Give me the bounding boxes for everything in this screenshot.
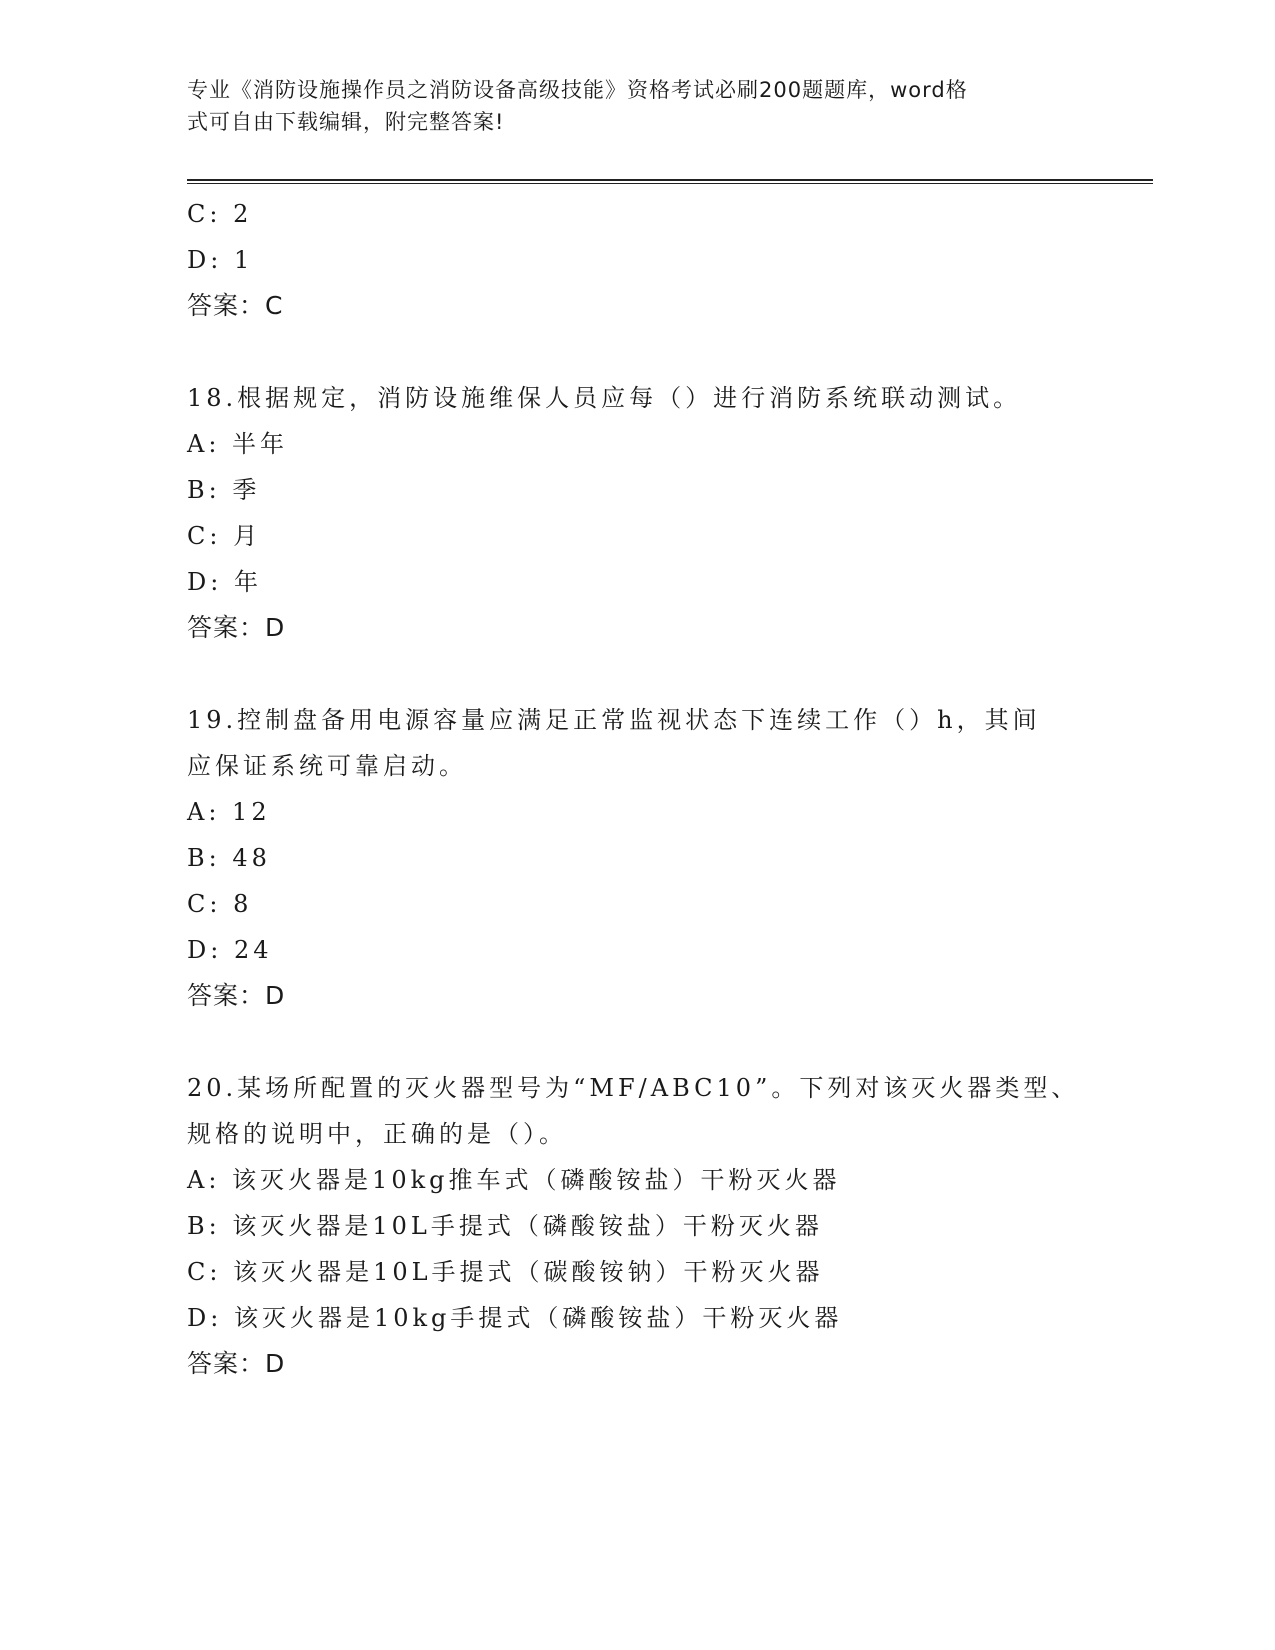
option-c: C: 2 (187, 200, 253, 228)
question-19 (187, 697, 1087, 1019)
option-c: C: 该灭火器是10L手提式（碳酸铵钠）干粉灭火器 (187, 1258, 824, 1286)
option-a: A: 半年 (187, 430, 289, 458)
option-d: D: 1 (187, 246, 254, 274)
answer-line: 答案：C (187, 291, 284, 320)
stem-line: 规格的说明中，正确的是（）。 (187, 1120, 567, 1148)
option-d: D: 24 (187, 936, 273, 964)
question-stem (187, 697, 1087, 789)
header-divider (187, 179, 1153, 184)
option-c: C: 8 (187, 890, 253, 918)
stem-line: 18.根据规定，消防设施维保人员应每（）进行消防系统联动测试。 (187, 384, 1022, 412)
question-20 (187, 1065, 1087, 1387)
option-a: A: 12 (187, 798, 271, 826)
option-d: D: 该灭火器是10kg手提式（磷酸铵盐）干粉灭火器 (187, 1304, 843, 1332)
answer-line: 答案：D (187, 1349, 286, 1378)
document-header (187, 74, 1067, 138)
stem-line: 20.某场所配置的灭火器型号为“MF/ABC10”。下列对该灭火器类型、 (187, 1074, 1080, 1102)
option-c: C: 月 (187, 522, 262, 550)
option-b: B: 该灭火器是10L手提式（磷酸铵盐）干粉灭火器 (187, 1212, 823, 1240)
answer-line: 答案：D (187, 613, 286, 642)
option-d: D: 年 (187, 568, 262, 596)
stem-line: 19.控制盘备用电源容量应满足正常监视状态下连续工作（）h，其间 (187, 706, 1041, 734)
stem-line: 应保证系统可靠启动。 (187, 752, 467, 780)
option-b: B: 48 (187, 844, 271, 872)
partial-question (187, 191, 1087, 329)
question-list (187, 191, 1087, 1387)
option-a: A: 该灭火器是10kg推车式（磷酸铵盐）干粉灭火器 (187, 1166, 841, 1194)
answer-line: 答案：D (187, 981, 286, 1010)
question-18 (187, 375, 1087, 651)
option-b: B: 季 (187, 476, 261, 504)
header-line-1: 专业《消防设施操作员之消防设备高级技能》资格考试必刷200题题库，word格 (187, 78, 968, 102)
question-stem (187, 1065, 1087, 1157)
header-line-2: 式可自由下载编辑，附完整答案! (187, 110, 505, 134)
question-stem (187, 375, 1087, 421)
